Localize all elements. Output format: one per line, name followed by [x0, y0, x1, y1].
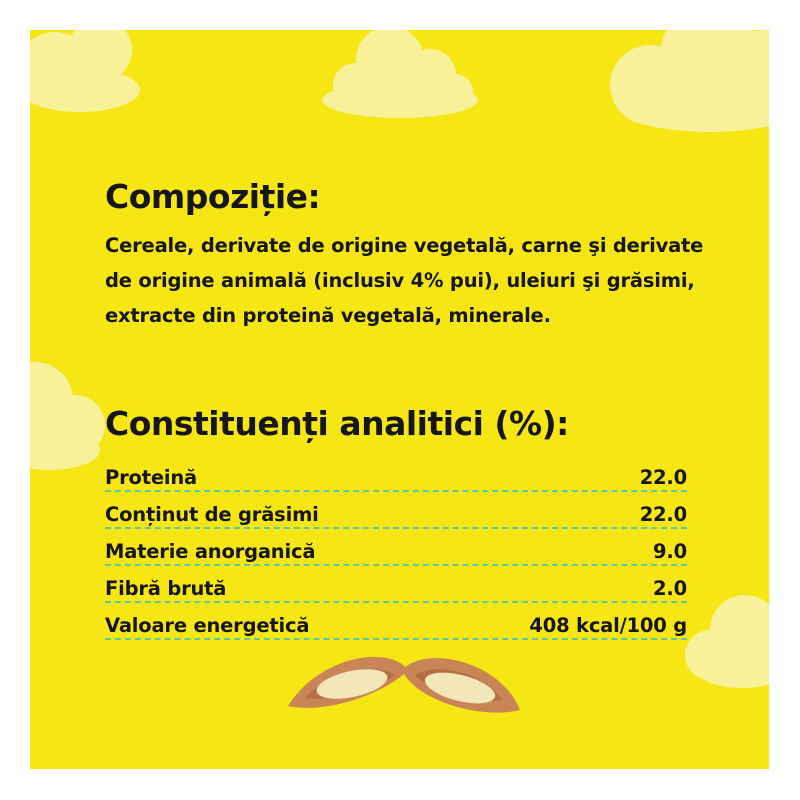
constituents-table [105, 455, 687, 640]
row-label: Conținut de grăsimi [105, 503, 319, 526]
row-label: Proteină [105, 466, 197, 489]
constituents-title: Constituenți analitici (%): [105, 404, 569, 443]
row-label: Fibră brută [105, 577, 227, 600]
dashed-divider [105, 638, 687, 640]
cloud-icon [30, 362, 105, 470]
table-row [105, 492, 687, 529]
cloud-icon [685, 595, 769, 688]
row-label: Valoare energetică [105, 614, 310, 637]
table-row [105, 566, 687, 603]
cloud-decorations [30, 30, 769, 769]
composition-title: Compoziție: [105, 177, 321, 216]
cloud-icon [322, 30, 478, 118]
row-value: 22.0 [639, 466, 687, 489]
pillow-snack-icon [288, 657, 520, 713]
cloud-icon [610, 30, 769, 132]
table-row [105, 455, 687, 492]
row-value: 9.0 [653, 540, 687, 563]
row-value: 408 kcal/100 g [529, 614, 687, 637]
table-row [105, 529, 687, 566]
product-info-panel [30, 30, 769, 769]
composition-text: Cereale, derivate de origine vegetală, carne şi derivate de origine animală (inclusiv 4% pui), uleiuri şi grăsimi, extracte din proteină vegetală, minerale. [105, 234, 704, 327]
row-label: Materie anorganică [105, 540, 316, 563]
row-value: 22.0 [639, 503, 687, 526]
cloud-icon [30, 30, 140, 112]
table-row [105, 603, 687, 640]
row-value: 2.0 [653, 577, 687, 600]
